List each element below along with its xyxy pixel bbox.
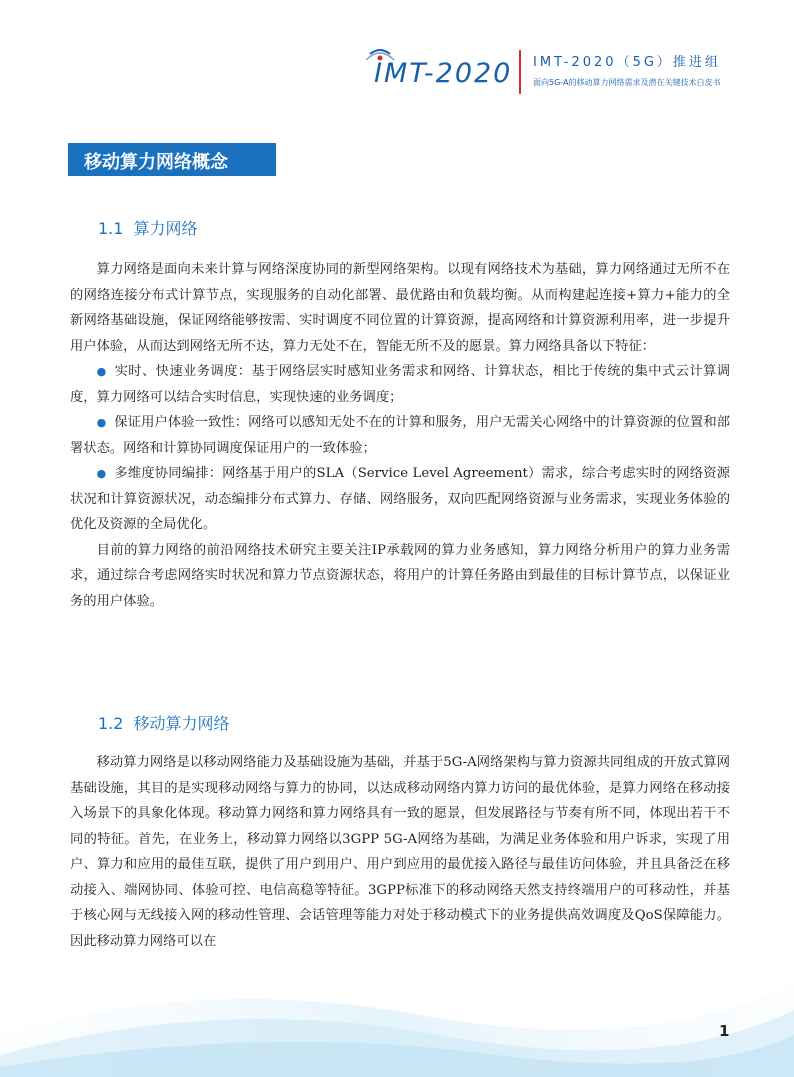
paragraph: 算力网络是面向未来计算与网络深度协同的新型网络架构。以现有网络技术为基础，算力网络通过无所不在的网络连接分布式计算节点，实现服务的自动化部署、最优路由和负载均衡。从而构建起连接+算力+能力的全新网络基础设施，保证网络能够按需、实时调度不同位置的计算资源，提高网络和计算资源利用率，进一步提升用户体验，从而达到网络无所不达，算力无处不在，智能无所不及的愿景。算力网络具备以下特征：: [70, 262, 730, 354]
doc-subtitle: 面向5G-A的移动算力网络需求及潜在关键技术白皮书: [533, 78, 721, 87]
bullet-text: 多维度协同编排：网络基于用户的SLA（Service Level Agreement）需求，综合考虑实时的网络资源状况和计算资源状况，动态编排分布式算力、存储、网络服务，双向匹配网络资源与业务需求，实现业务体验的优化及资源的全局优化。: [70, 466, 730, 532]
bullet-item: [70, 359, 730, 410]
section-heading: [68, 143, 276, 176]
page-header: [0, 0, 794, 110]
header-divider: [519, 50, 521, 94]
subsection-title: 移动算力网络: [133, 714, 230, 733]
paragraph: 目前的算力网络的前沿网络技术研究主要关注IP承载网的算力业务感知，算力网络分析用户的算力业务需求，通过综合考虑网络实时状况和算力节点资源状态，将用户的计算任务路由到最佳的目标计算节点，以保证业务的用户体验。: [70, 542, 730, 609]
subsection-number: 1.1: [98, 219, 124, 238]
subsection-heading-1: [98, 216, 197, 239]
page-number: 1: [719, 1022, 730, 1040]
bullet-text: 实时、快速业务调度：基于网络层实时感知业务需求和网络、计算状态，相比于传统的集中式云计算调度，算力网络可以结合实时信息，实现快速的业务调度；: [70, 364, 731, 405]
bullet-dot-icon: ●: [96, 467, 107, 480]
subsection-heading-2: [98, 711, 229, 734]
bullet-item: [70, 410, 730, 461]
bullet-text: 保证用户体验一致性：网络可以感知无处不在的计算和服务，用户无需关心网络中的计算资源的位置和部署状态。网络和计算协同调度保证用户的一致体验；: [70, 415, 731, 456]
bullet-item: [70, 461, 730, 538]
logo-text: IMT-2020: [374, 58, 513, 89]
subsection1-body: [70, 257, 730, 614]
subsection-number: 1.2: [98, 714, 124, 733]
bullet-dot-icon: ●: [96, 416, 107, 429]
bullet-dot-icon: ●: [96, 365, 107, 378]
org-title: IMT-2020（5G）推进组: [533, 55, 721, 70]
paragraph: 移动算力网络是以移动网络能力及基础设施为基础，并基于5G-A网络架构与算力资源共同组成的开放式算网基础设施，其目的是实现移动网络与算力的协同，以达成移动网络内算力访问的最优体验，是算力网络在移动接入场景下的具象化体现。移动算力网络和算力网络具有一致的愿景，但发展路径与节奏有所不同，体现出若干不同的特征。首先，在业务上，移动算力网络以3GPP 5G-A网络为基础，为满足业务体验和用户诉求，实现了用户、算力和应用的最佳互联，提供了用户到用户、用户到应用的最优接入路径与最佳访问体验，并且具备泛在移动接入、端网协同、体验可控、电信高稳等特征。3GPP标准下的移动网络天然支持终端用户的可移动性，并基于核心网与无线接入网的移动性管理、会话管理等能力对处于移动模式下的业务提供高效调度及QoS保障能力。因此移动算力网络可以在: [70, 755, 730, 949]
section-title: 移动算力网络概念: [84, 152, 228, 173]
subsection-title: 算力网络: [133, 219, 198, 238]
subsection2-body: [70, 750, 730, 954]
decorative-wave: [0, 955, 794, 1077]
